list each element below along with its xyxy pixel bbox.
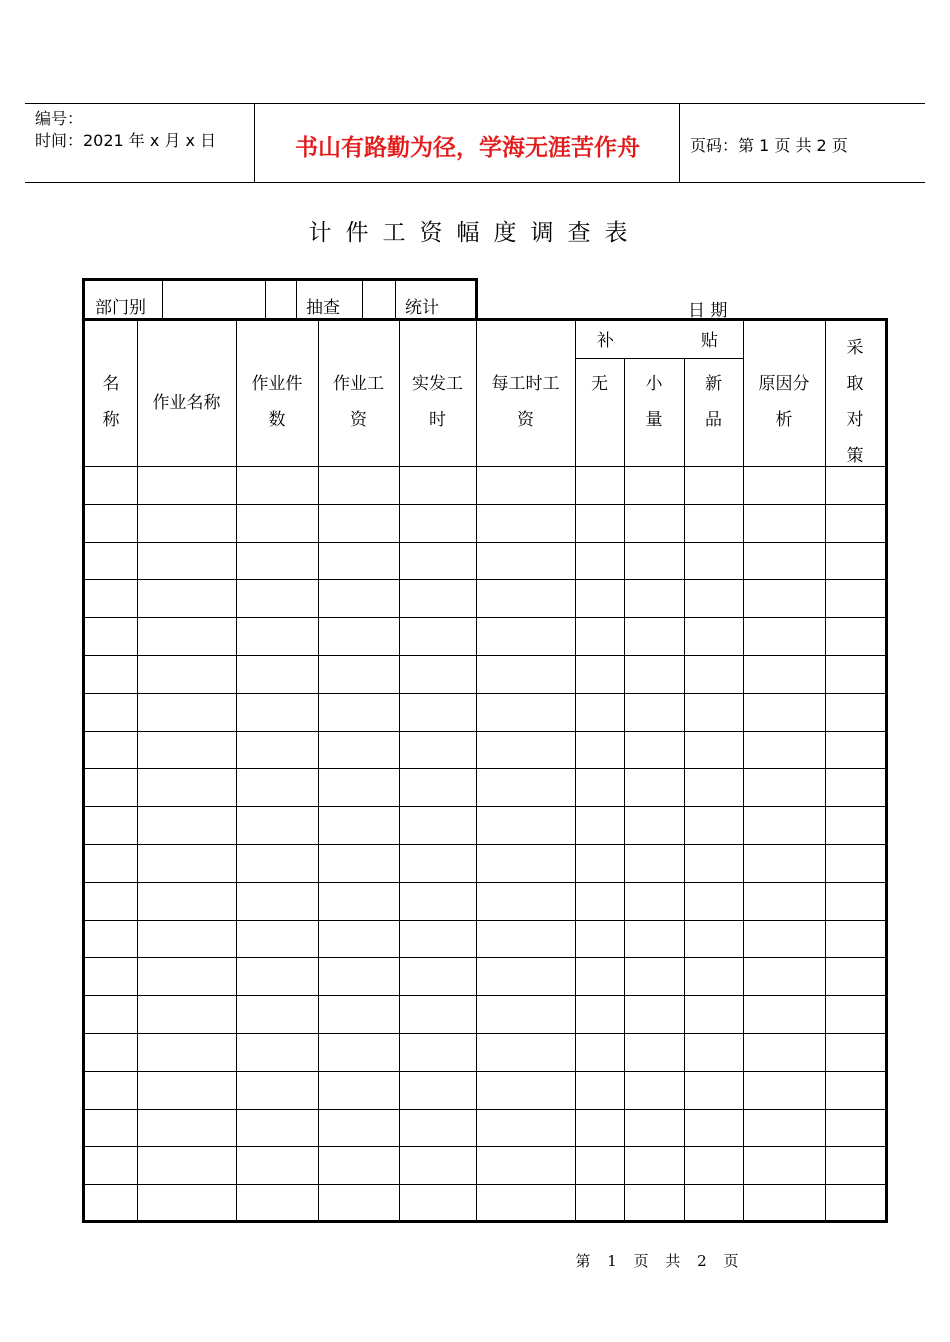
date-label: 日 期 (688, 301, 728, 321)
table-row (85, 504, 885, 505)
page-footer: 第 1 页 共 2 页 (575, 1252, 745, 1270)
subsidy-divider (575, 358, 743, 359)
page-title: 计件工资幅度调查表 (308, 220, 642, 246)
table-row (85, 920, 885, 921)
dept-label: 部门别 (95, 298, 146, 318)
col-reason: 原因分 析 (758, 374, 810, 430)
cell-divider (265, 281, 266, 318)
cell-divider (362, 281, 363, 318)
header-meta (35, 108, 216, 152)
table-row (85, 1071, 885, 1072)
check-label: 抽查 (306, 298, 340, 318)
motto: 书山有路勤为径，学海无涯苦作舟 (295, 135, 640, 161)
column-line (476, 321, 477, 1220)
col-actual-hours: 实发工 时 (412, 374, 463, 430)
col-measures: 采 取 对 策 (846, 338, 864, 466)
table-row (85, 768, 885, 769)
table-row (85, 731, 885, 732)
column-line (318, 321, 319, 1220)
column-line (137, 321, 138, 1220)
cell-divider (296, 281, 297, 318)
subsidy-left-label: 补 (597, 331, 614, 351)
col-job-name: 作业名称 (152, 393, 221, 413)
table-row (85, 1109, 885, 1110)
column-line (575, 321, 576, 1220)
col-none: 无 (591, 374, 608, 394)
col-small: 小 量 (645, 374, 663, 430)
column-line (236, 321, 237, 1220)
column-line (743, 321, 744, 1220)
table-row (85, 1184, 885, 1185)
number-label: 编号： (35, 109, 84, 128)
table-row (85, 655, 885, 656)
col-job-count: 作业件 数 (251, 374, 303, 430)
column-line (399, 321, 400, 1220)
cell-divider (162, 281, 163, 318)
form-top-row (82, 278, 478, 318)
col-new-product: 新 品 (705, 374, 722, 430)
table-row (85, 957, 885, 958)
table-row (85, 995, 885, 996)
table-row (85, 882, 885, 883)
table-row (85, 1033, 885, 1034)
cell-divider (395, 281, 396, 318)
time-label: 时间：2021 年 x 月 x 日 (35, 131, 217, 150)
table-row (85, 466, 885, 467)
table-row (85, 617, 885, 618)
col-name: 名 称 (102, 374, 120, 430)
subsidy-right-label: 贴 (701, 331, 718, 351)
table-row (85, 806, 885, 807)
table-row (85, 579, 885, 580)
table-row (85, 844, 885, 845)
col-hourly-wage: 每工时工 资 (491, 374, 560, 430)
table-row (85, 542, 885, 543)
table-row (85, 1146, 885, 1147)
stats-label: 统计 (405, 298, 439, 318)
column-line (624, 359, 625, 1220)
document-header (25, 103, 925, 183)
col-job-wage: 作业工 资 (333, 374, 384, 430)
survey-table (82, 318, 888, 1223)
column-line (684, 359, 685, 1220)
table-row (85, 693, 885, 694)
page-info: 页码：第 1 页 共 2 页 (690, 136, 848, 155)
